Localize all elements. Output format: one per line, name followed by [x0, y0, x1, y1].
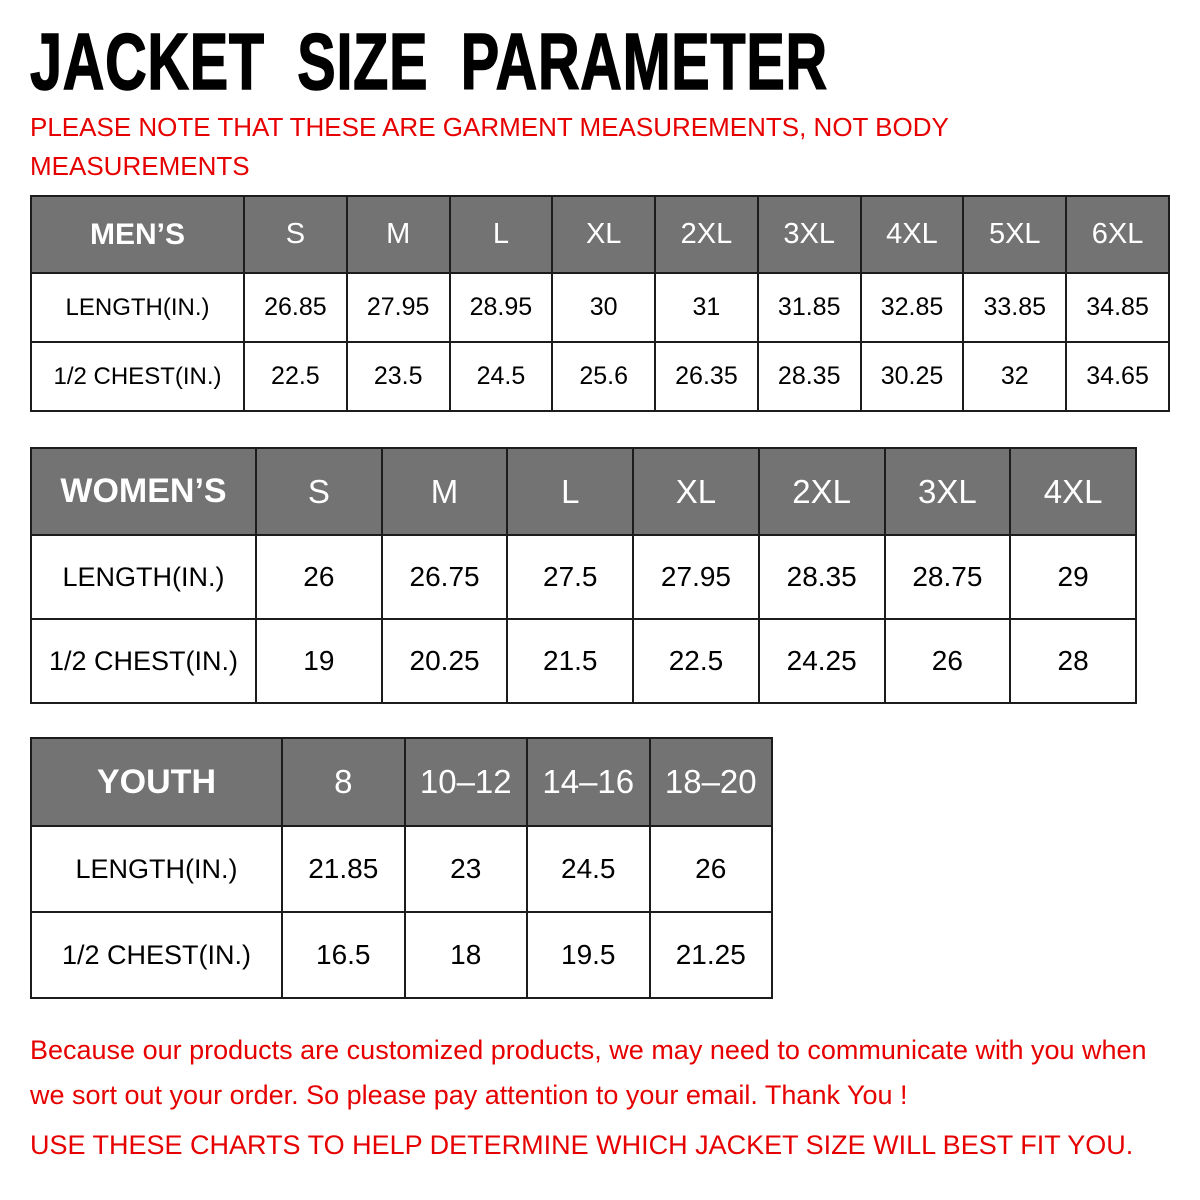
- measurement-value: 29: [1010, 535, 1136, 619]
- size-column-header: 4XL: [861, 196, 964, 273]
- measurement-value: 20.25: [382, 619, 508, 703]
- measurement-value: 26: [256, 535, 382, 619]
- size-column-header: S: [256, 448, 382, 535]
- size-column-header: 4XL: [1010, 448, 1136, 535]
- size-column-header: 3XL: [758, 196, 861, 273]
- size-column-header: 5XL: [963, 196, 1066, 273]
- measurement-value: 32: [963, 342, 1066, 411]
- size-table-youth: [30, 737, 773, 999]
- size-column-header: 14–16: [527, 738, 650, 826]
- size-column-header: 2XL: [759, 448, 885, 535]
- measurement-value: 26: [650, 826, 773, 912]
- measurement-row-label: 1/2 CHEST(IN.): [31, 912, 282, 998]
- measurement-value: 25.6: [552, 342, 655, 411]
- measurement-row-label: 1/2 CHEST(IN.): [31, 619, 256, 703]
- size-column-header: 8: [282, 738, 405, 826]
- size-column-header: 2XL: [655, 196, 758, 273]
- measurement-value: 16.5: [282, 912, 405, 998]
- measurement-value: 31.85: [758, 273, 861, 342]
- measurement-value: 28.95: [450, 273, 553, 342]
- measurement-value: 28.35: [759, 535, 885, 619]
- page-title: JACKET SIZE PARAMETER: [30, 17, 828, 106]
- measurement-value: 21.5: [507, 619, 633, 703]
- measurement-value: 19.5: [527, 912, 650, 998]
- measurement-value: 26: [885, 619, 1011, 703]
- measurement-value: 26.35: [655, 342, 758, 411]
- measurement-value: 26.85: [244, 273, 347, 342]
- table-title-womens: WOMEN’S: [31, 448, 256, 535]
- size-table-womens: [30, 447, 1137, 704]
- measurement-value: 28: [1010, 619, 1136, 703]
- measurement-value: 33.85: [963, 273, 1066, 342]
- measurement-value: 21.85: [282, 826, 405, 912]
- measurement-value: 27.95: [633, 535, 759, 619]
- measurement-value: 27.5: [507, 535, 633, 619]
- measurement-value: 34.65: [1066, 342, 1169, 411]
- size-column-header: S: [244, 196, 347, 273]
- measurement-value: 22.5: [244, 342, 347, 411]
- measurement-row-label: LENGTH(IN.): [31, 535, 256, 619]
- table-title-youth: YOUTH: [31, 738, 282, 826]
- measurement-value: 27.95: [347, 273, 450, 342]
- size-column-header: 6XL: [1066, 196, 1169, 273]
- measurement-value: 22.5: [633, 619, 759, 703]
- size-table-mens: [30, 195, 1170, 412]
- measurement-value: 30: [552, 273, 655, 342]
- measurement-row-label: 1/2 CHEST(IN.): [31, 342, 244, 411]
- measurement-value: 19: [256, 619, 382, 703]
- measurement-value: 21.25: [650, 912, 773, 998]
- size-column-header: M: [382, 448, 508, 535]
- size-column-header: 10–12: [405, 738, 528, 826]
- size-column-header: XL: [633, 448, 759, 535]
- measurement-value: 32.85: [861, 273, 964, 342]
- size-column-header: M: [347, 196, 450, 273]
- customized-products-note: Because our products are customized products, we may need to communicate with you when we sort out your order. So please pay attention to your email. Thank You !: [30, 1035, 1147, 1110]
- measurement-value: 24.25: [759, 619, 885, 703]
- measurement-value: 23.5: [347, 342, 450, 411]
- measurement-value: 28.35: [758, 342, 861, 411]
- size-column-header: 18–20: [650, 738, 773, 826]
- measurement-value: 31: [655, 273, 758, 342]
- measurement-value: 23: [405, 826, 528, 912]
- size-column-header: 3XL: [885, 448, 1011, 535]
- measurement-row-label: LENGTH(IN.): [31, 273, 244, 342]
- measurement-value: 26.75: [382, 535, 508, 619]
- table-title-mens: MEN’S: [31, 196, 244, 273]
- measurement-value: 30.25: [861, 342, 964, 411]
- size-column-header: L: [450, 196, 553, 273]
- size-column-header: XL: [552, 196, 655, 273]
- measurement-row-label: LENGTH(IN.): [31, 826, 282, 912]
- usage-instruction: USE THESE CHARTS TO HELP DETERMINE WHICH JACKET SIZE WILL BEST FIT YOU.: [30, 1130, 1134, 1160]
- measurement-value: 24.5: [450, 342, 553, 411]
- measurement-value: 28.75: [885, 535, 1011, 619]
- measurement-value: 34.85: [1066, 273, 1169, 342]
- measurement-value: 18: [405, 912, 528, 998]
- size-column-header: L: [507, 448, 633, 535]
- garment-measurement-note: PLEASE NOTE THAT THESE ARE GARMENT MEASUREMENTS, NOT BODY MEASUREMENTS: [30, 112, 949, 181]
- measurement-value: 24.5: [527, 826, 650, 912]
